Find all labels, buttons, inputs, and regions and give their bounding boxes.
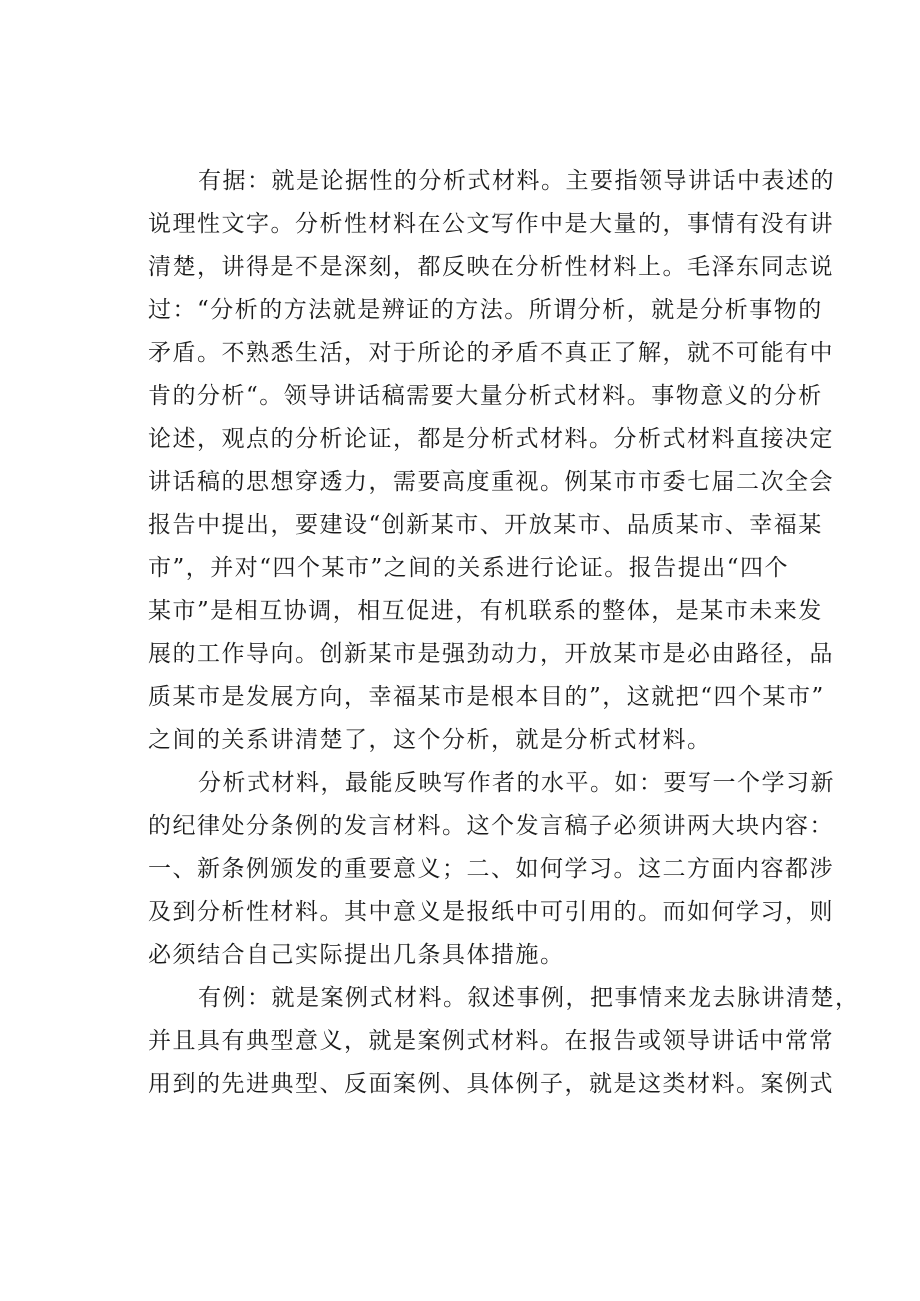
text-line: 过：“分析的方法就是辨证的方法。所谓分析，就是分析事物的 <box>148 297 823 323</box>
text-line: 分析式材料，最能反映写作者的水平。如：要写一个学习新 <box>198 770 835 796</box>
text-line: 之间的关系讲清楚了，这个分析，就是分析式材料。 <box>148 727 712 753</box>
text-line: 某市”是相互协调，相互促进，有机联系的整体，是某市未来发 <box>148 598 823 624</box>
text-line: 讲话稿的思想穿透力，需要高度重视。例某市市委七届二次全会 <box>148 469 834 495</box>
text-line: 有据：就是论据性的分析式材料。主要指领导讲话中表述的 <box>198 168 835 194</box>
text-line: 展的工作导向。创新某市是强劲动力，开放某市是必由路径，品 <box>148 641 834 667</box>
text-line: 用到的先进典型、反面案例、具体例子，就是这类材料。案例式 <box>148 1071 834 1097</box>
text-line: 论述，观点的分析论证，都是分析式材料。分析式材料直接决定 <box>148 426 834 452</box>
text-line: 说理性文字。分析性材料在公文写作中是大量的，事情有没有讲 <box>148 211 834 237</box>
text-line: 清楚，讲得是不是深刻，都反映在分析性材料上。毛泽东同志说 <box>148 254 834 280</box>
paragraph-evidence-analysis <box>148 160 835 762</box>
text-line: 市”，并对“四个某市”之间的关系进行论证。报告提出“四个 <box>148 555 790 581</box>
text-line: 必须结合自己实际提出几条具体措施。 <box>148 942 565 968</box>
text-line: 及到分析性材料。其中意义是报纸中可引用的。而如何学习，则 <box>148 899 834 925</box>
text-line: 质某市是发展方向，幸福某市是根本目的”，这就把“四个某市” <box>148 684 825 710</box>
text-line: 并且具有典型意义，就是案例式材料。在报告或领导讲话中常常 <box>148 1028 834 1054</box>
paragraph-analysis-level <box>148 762 835 977</box>
text-line: 矛盾。不熟悉生活，对于所论的矛盾不真正了解，就不可能有中 <box>148 340 834 366</box>
text-line: 的纪律处分条例的发言材料。这个发言稿子必须讲两大块内容： <box>148 813 834 839</box>
text-line: 一、新条例颁发的重要意义；二、如何学习。这二方面内容都涉 <box>148 856 834 882</box>
text-line: 肯的分析“。领导讲话稿需要大量分析式材料。事物意义的分析 <box>148 383 823 409</box>
text-line: 报告中提出，要建设“创新某市、开放某市、品质某市、幸福某 <box>148 512 823 538</box>
document-body <box>148 160 860 1106</box>
text-line: 有例：就是案例式材料。叙述事例，把事情来龙去脉讲清楚， <box>198 985 860 1011</box>
paragraph-case-examples <box>148 977 860 1106</box>
